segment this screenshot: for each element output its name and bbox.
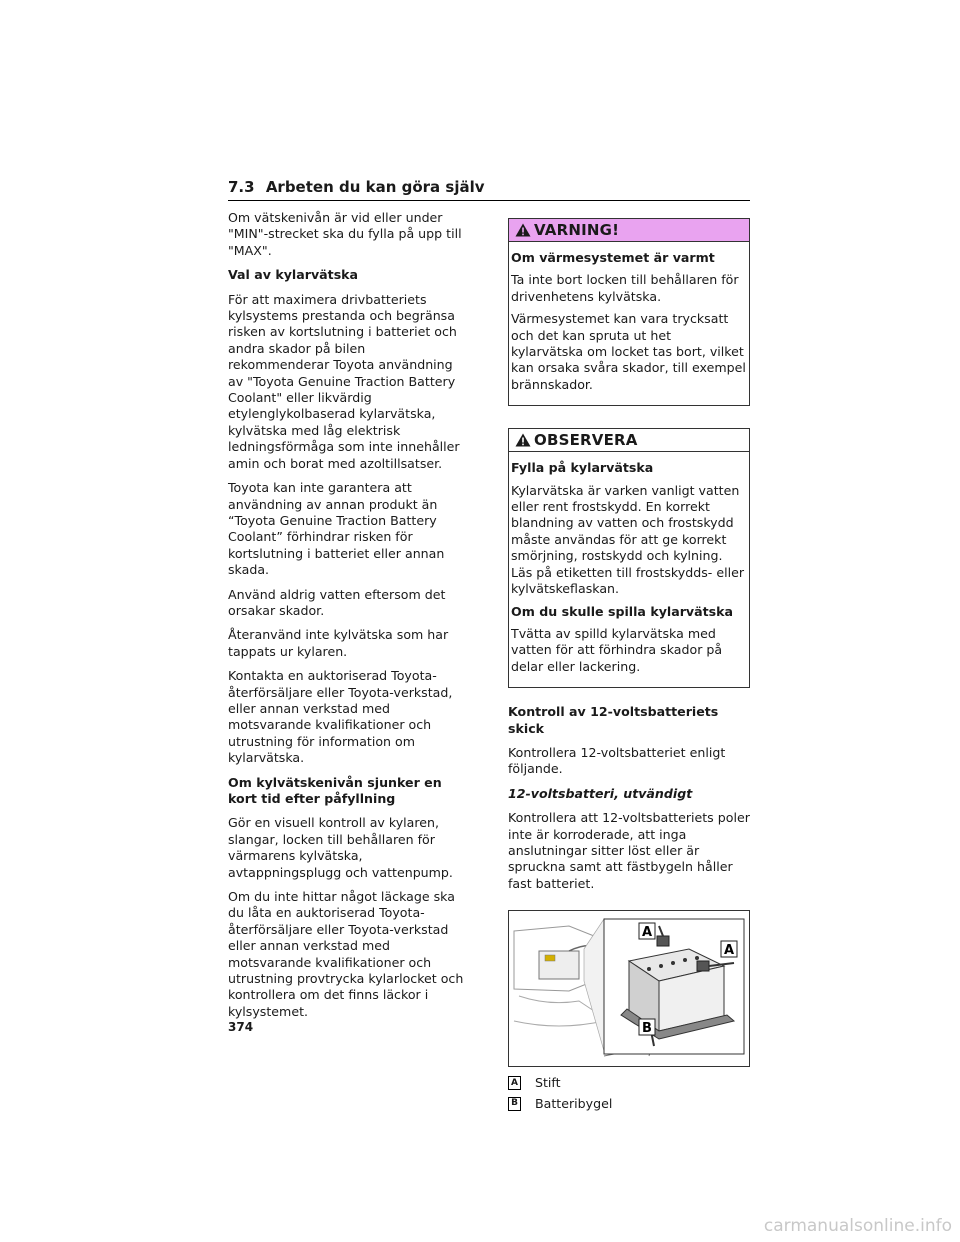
notice-title: OBSERVERA: [534, 431, 638, 450]
warning-header: [509, 219, 749, 242]
paragraph: Gör en visuell kontroll av kylaren, slangar, locken till behållaren för värmarens kylvätska, avtappningsplugg och vattenpump.: [228, 815, 453, 880]
paragraph: Om du inte hittar något läckage ska du låta en auktoriserad Toyota-återförsäljare eller Toyota-verkstad eller annan verkstad med motsvarande kvalifikationer och utrustning provtrycka kylarlocket och kontrollera om det finns läckor i kylsystemet.: [228, 889, 464, 1019]
notice-header: [509, 429, 749, 452]
right-column: [508, 218, 750, 1116]
paragraph: Kontrollera att 12-voltsbatteriets poler inte är korroderade, att inga anslutningar sitter löst eller är spruckna samt att fästbygeln håller fast batteriet.: [508, 810, 750, 891]
paragraph: Om vätskenivån är vid eller under "MIN"-strecket ska du fylla på upp till "MAX".: [228, 210, 462, 258]
legend-text: Stift: [535, 1075, 561, 1091]
warning-box: [508, 218, 750, 406]
watermark: carmanualsonline.info: [763, 1216, 952, 1236]
notice-box: [508, 428, 750, 688]
legend-key: A: [508, 1076, 521, 1090]
caution-triangle-icon: [515, 433, 531, 447]
subheading-italic: 12-voltsbatteri, utvändigt: [508, 785, 693, 801]
battery-drawing: [509, 911, 749, 1066]
paragraph: Kontrollera 12-voltsbatteriet enligt följande.: [508, 744, 726, 777]
figure-label-b: B: [642, 1021, 652, 1037]
legend-key: B: [508, 1097, 521, 1111]
section-header: [228, 178, 750, 201]
paragraph: Kontakta en auktoriserad Toyota-återförsäljare eller Toyota-verkstad, eller annan verkstad med motsvarande kvalifikationer och utrustning för information om kylarvätska.: [228, 668, 453, 766]
warning-title: VARNING!: [534, 220, 620, 239]
paragraph: För att maximera drivbatteriets kylsystems prestanda och begränsa risken av kortslutning i batteriet och andra skador på bilen rekommenderar Toyota användning av "Toyota Genuine Traction Battery Coolant" eller likvärdig etylenglykolbaserad kylarvätska, kylvätska med låg elektrisk ledningsförmåga som inte innehåller amin och borat med azoltillsatser.: [228, 291, 460, 471]
figure-label-a: A: [641, 925, 653, 941]
section-title: Arbeten du kan göra själv: [265, 178, 485, 196]
subheading: Val av kylarvätska: [228, 267, 359, 283]
paragraph: Toyota kan inte garantera att användning av annan produkt än “Toyota Genuine Traction Battery Coolant” förhindrar risken för kortslutning i batteriet eller annan skada.: [228, 480, 445, 578]
paragraph: Tvätta av spilld kylarvätska med vatten för att förhindra skador på delar eller lackering.: [511, 625, 723, 674]
notice-subheading: Fylla på kylarvätska: [511, 460, 654, 476]
legend-item: [508, 1096, 750, 1112]
left-column: [228, 210, 468, 1028]
legend-item: [508, 1075, 750, 1091]
warning-subheading: Om värmesystemet är varmt: [511, 250, 715, 265]
legend-text: Batteribygel: [535, 1095, 613, 1111]
page-number: 374: [228, 1020, 254, 1034]
battery-illustration: [508, 910, 750, 1067]
subheading: Om kylvätskenivån sjunker en kort tid efter påfyllning: [228, 774, 442, 806]
subheading: Kontroll av 12-voltsbatteriets skick: [508, 704, 719, 736]
paragraph: Kylarvätska är varken vanligt vatten eller rent frostskydd. En korrekt blandning av vatten och frostskydd måste användas för att ge korrekt smörjning, rostskydd och kylning. Läs på etiketten till frostskydds- eller kylvätskeflaskan.: [511, 482, 745, 597]
paragraph: Ta inte bort locken till behållaren för drivenhetens kylvätska.: [511, 272, 739, 304]
notice-subheading: Om du skulle spilla kylarvätska: [511, 603, 734, 619]
paragraph: Använd aldrig vatten eftersom det orsakar skador.: [228, 586, 446, 618]
warning-triangle-icon: [515, 223, 531, 237]
figure-label-a: A: [723, 943, 735, 959]
section-number: 7.3: [228, 178, 255, 196]
paragraph: Återanvänd inte kylvätska som har tappats ur kylaren.: [228, 627, 449, 659]
paragraph: Värmesystemet kan vara trycksatt och det kan spruta ut het kylarvätska om locket tas bort, vilket kan orsaka svåra skador, till exempel brännskador.: [511, 311, 746, 392]
